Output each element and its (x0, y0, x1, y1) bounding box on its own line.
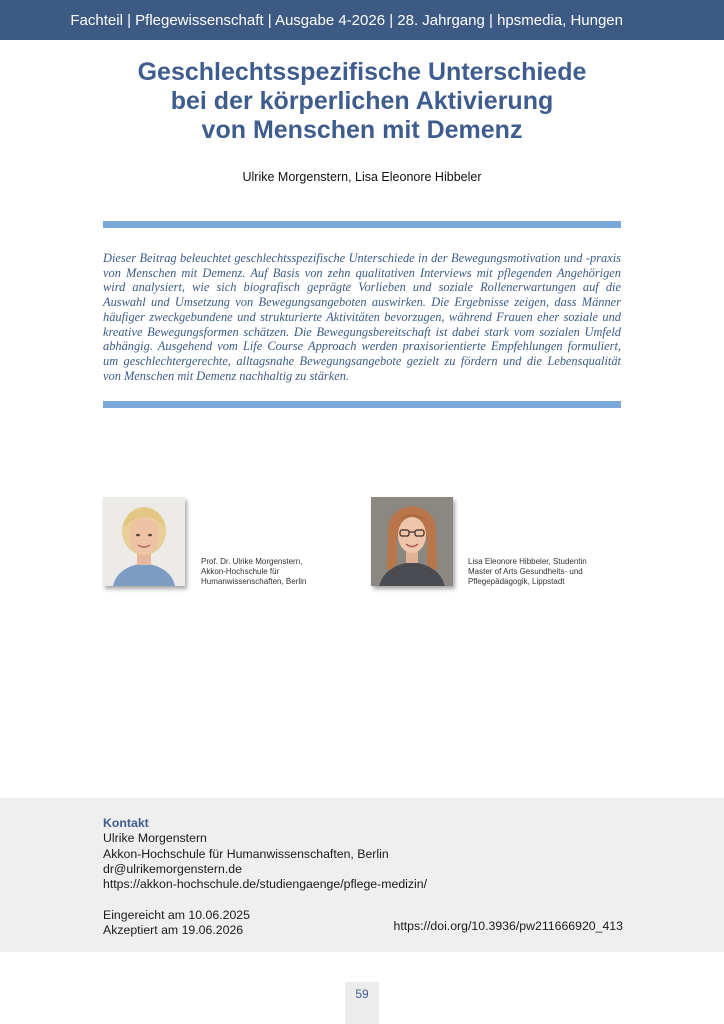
author-caption-morgenstern (201, 557, 306, 587)
doi-link[interactable]: https://doi.org/10.3936/pw211666920_413 (393, 919, 623, 933)
title-line: Geschlechtsspezifische Unterschiede (137, 58, 587, 86)
caption-line: Akkon-Hochschule für (201, 567, 280, 576)
contact-email-link[interactable]: dr@ulrikemorgenstern.de (103, 861, 242, 876)
spacer (103, 892, 623, 907)
bottom-divider (103, 401, 621, 408)
article-title (60, 58, 664, 145)
author-caption-hibbeler (468, 557, 587, 587)
title-line: von Menschen mit Demenz (201, 116, 523, 144)
portrait-illustration (371, 497, 453, 586)
contact-institution: Akkon-Hochschule für Humanwissenschaften, Berlin (103, 846, 389, 861)
author-photo-morgenstern (103, 497, 185, 586)
caption-line: Pflegepädagogik, Lippstadt (468, 577, 565, 586)
running-header-text: Fachteil | Pflegewissenschaft | Ausgabe 4-2026 | 28. Jahrgang | hpsmedia, Hungen (70, 11, 623, 29)
page-number: 59 (355, 987, 369, 1001)
contact-heading: Kontakt (103, 816, 149, 830)
caption-line: Prof. Dr. Ulrike Morgenstern, (201, 557, 303, 566)
accepted-date: Akzeptiert am 19.06.2026 (103, 923, 244, 938)
portrait-illustration (103, 497, 185, 586)
caption-line: Lisa Eleonore Hibbeler, Studentin (468, 557, 587, 566)
running-header (0, 0, 724, 40)
abstract: Dieser Beitrag beleuchtet geschlechtsspezifische Unterschiede in der Bewegungsmotivation und -praxis von Menschen mit Demenz. Auf Basis von zehn qualitativen Interviews mit pflegenden Angehörigen wird analysiert, wie sich biografisch geprägte Vorlieben und soziale Rollenerwartungen auf die Auswahl und Umsetzung von Bewegungsangeboten auswirken. Die Ergebnisse zeigen, dass Männer häufiger zweckgebundene und strukturierte Aktivitäten bevorzugen, während Frauen eher soziale und kreative Bewegungsformen schätzen. Die Bewegungsbereitschaft ist dabei stark vom sozialen Umfeld abhängig. Ausgehend vom Life Course Approach werden praxisorientierte Empfehlungen formuliert, um geschlechtergerechte, alltagsnahe Bewegungsangebote gezielt zu fördern und die Lebensqualität von Menschen mit Demenz nachhaltig zu stärken. (103, 251, 621, 383)
top-divider (103, 221, 621, 228)
submitted-date: Eingereicht am 10.06.2025 (103, 907, 250, 922)
caption-line: Master of Arts Gesundheits- und (468, 567, 583, 576)
caption-line: Humanwissenschaften, Berlin (201, 577, 307, 586)
title-line: bei der körperlichen Aktivierung (170, 87, 554, 115)
contact-name: Ulrike Morgenstern (103, 831, 207, 846)
page-number-box (345, 982, 379, 1024)
author-photo-hibbeler (371, 497, 453, 586)
author-line: Ulrike Morgenstern, Lisa Eleonore Hibbeler (242, 170, 482, 184)
contact-website-link[interactable]: https://akkon-hochschule.de/studiengaenge/pflege-medizin/ (103, 877, 428, 892)
